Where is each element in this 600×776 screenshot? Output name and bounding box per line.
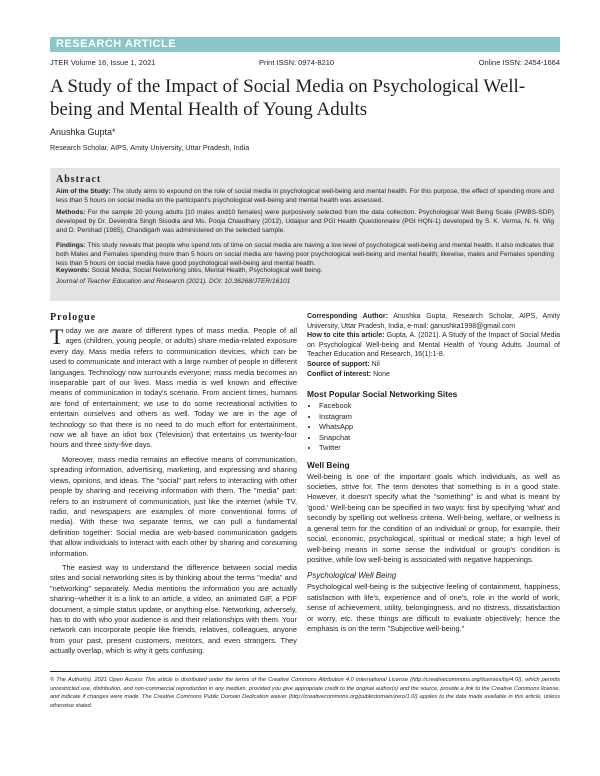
abstract-heading: Abstract (56, 174, 102, 185)
findings-text: This study reveals that people who spend lots of time on social media are having a low level of psychological well-being and mental health. It also indicates that both Males and Females spending more than 5 hours on social media are having poor psychological well-being and mental health; likewise, males and Females spending less than 5 hours on social media have good psychological well-being and mental health. (56, 242, 554, 267)
list-item: • WhatsApp (319, 422, 560, 433)
right-column (307, 312, 560, 634)
license-footer: © The Author(s). 2021 Open Access This article is distributed under the terms of the Creative Commons Attribution 4.0 International License (http://creativecommons.org/licenses/by/4.0/), which permits unrestricted use, distribution, and non-commercial reproduction in any medium, provided you give appropriate credit to the original author(s) and the source, provide a link to the Creative Commons license, and indicate if changes were made. The Creative Commons Public Domain Dedication waiver (http://creativecommons.org/publicdomain/zero/1.0/) applies to the data made available in this article, unless otherwise stated. (50, 677, 560, 709)
methods-label: Methods: (56, 209, 86, 216)
list-item: • Instagram (319, 412, 560, 423)
corr-text: Anushka Gupta, Research Scholar, AIPS, Amity University, Uttar Pradesh, India, e-mail: ganushka1998@gmail.com (307, 313, 560, 330)
footer-divider (50, 671, 560, 672)
popular-sites-list (307, 401, 560, 454)
conflict-label: Conflict of interest: (307, 370, 372, 378)
keywords-label: Keywords: (56, 267, 90, 274)
prologue-paragraph-3: The easiest way to understand the difference between social media sites and social networking sites is by thinking about the terms "media" and "networking" separately. Media mentions the information you are actually sharing--whether it is a link to an article, a video, an animated GIF, a PDF document, a simple status update, or anything else. Networking, adversely, has to do with who your audience is and their relationships with them. Your network can incorporate people like friends, relatives, colleagues, anyone from your past, present customers, mentors, and even strangers. They actually overlap, which is why it gets confusing. (50, 562, 297, 656)
source-of-support (307, 360, 560, 370)
conflict-text: None (373, 370, 390, 378)
list-item: • Snapchat (319, 433, 560, 444)
left-column (50, 312, 297, 657)
corresponding-author (307, 312, 560, 331)
abstract-box (50, 168, 560, 301)
list-item: • Twitter (319, 443, 560, 454)
article-title: A Study of the Impact of Social Media on Psychological Well-being and Mental Health of Young Adults (50, 76, 526, 120)
psych-wellbeing-heading: Psychological Well Being (307, 571, 397, 581)
drop-cap: T (50, 324, 64, 349)
section-banner (50, 37, 560, 52)
prologue-text-1: oday we are aware of different types of mass media. People of all ages (children, young people, or adults) share media-related exposure every day. Mass media refers to communication devices, which can be used to communicate and interact with a large number of people in different languages. Technology now surrounds everyone; mass media becomes an inseparable part of our lives. Mass media is well known and effective means of communication in today's scenario. From ancient times, humans are fond of entertainment; we use to do some recreational activities to entertain ourselves and others as well. Today we are in the age of technology so that there is no need to do much effort for entertainment, now we all have an idiot box (Television) that entertains us twenty-four hours and three sixty-five days. (50, 326, 297, 450)
how-to-cite (307, 331, 560, 360)
aim-label: Aim of the Study: (56, 188, 111, 195)
citation-text: Journal of Teacher Education and Research (2021). DOI: 10.36268/JTER/16101 (56, 278, 291, 285)
psych-wellbeing-paragraph: Psychological well-being is the subjective feeling of containment, happiness, satisfaction with life's, experience and of one's, role in the world of work, sense of achievement, utility, belongingness, and no distress, dissatisfaction or worry, etc. these things are difficult to evaluate objectively; hence the emphasis is on the term "Subjective well-being." (307, 582, 560, 633)
abstract-citation (56, 277, 554, 286)
journal-issue: JTER Volume 16, Issue 1, 2021 (50, 58, 156, 67)
abstract-findings (56, 241, 554, 268)
abstract-aim (56, 187, 554, 205)
prologue-heading: Prologue (50, 312, 97, 323)
support-text: Nil (371, 360, 380, 368)
methods-text: For the sample 20 young adults [10 males and10 females] were purposively selected from the data collection. Psychological Well Being Scale (PWBS-SDP) developed by Dr. Devendra Singh Sisodia and Ms. Pooja Chaudhary (2012), Udaipur and PGI Health Questionnaire (PGI HQN-1) developed by S. K. Verma, N. N. Wig and D. Pershad (1985), Chandigarh was administered on the selected sample. (56, 209, 554, 234)
print-issn: Print ISSN: 0974-8210 (259, 58, 335, 67)
findings-label: Findings: (56, 242, 86, 249)
aim-text: The study aims to expound on the role of social media in psychological well-being and mental health. For this purpose, the effect of spending more and less than 5 hours on social media on the participant's psychological well-being and mental health was assessed. (56, 188, 554, 204)
support-label: Source of support: (307, 360, 370, 368)
abstract-keywords (56, 266, 554, 275)
conflict-of-interest (307, 370, 560, 380)
cite-label: How to cite this article: (307, 332, 385, 340)
author-name: Anushka Gupta* (50, 127, 116, 137)
popular-sites-heading: Most Popular Social Networking Sites (307, 389, 458, 400)
list-item: • Facebook (319, 401, 560, 412)
author-affiliation: Research Scholar, AIPS, Amity University, Uttar Pradesh, India (50, 143, 250, 152)
abstract-methods (56, 208, 554, 235)
corr-label: Corresponding Author: (307, 313, 388, 320)
prologue-paragraph-2: Moreover, mass media remains an effective means of communication, spreading information, advertising, marketing, and expressing and sharing views, opinions, and ideas. The "social" part refers to interacting with other people by sharing and receiving information with them. The "media" part: refers to an instrument of communication, just like the internet (while TV, radio, and newspapers are examples of more conventional forms of media). With these two separate terms, we can pull a fundamental definition together: Social media are web-based communication gadgets that allow individuals to interact with each other by sharing and consuming information. (50, 454, 297, 558)
banner-label: RESEARCH ARTICLE (56, 38, 177, 50)
cite-text: Gupta, A. (2021). A Study of the Impact of Social Media on Psychological Well-being and Mental Health of Young Adults. Journal of Teacher Education and Research, 16(1):1-8. (307, 332, 561, 359)
prologue-paragraph-1 (50, 326, 297, 451)
wellbeing-heading: Well Being (307, 459, 350, 470)
wellbeing-paragraph: Well-being is one of the important goals which individuals, as well as societies, strive for. The term denotes that something is in a good state. However, it doesn't specify what the "something" is and what is meant by 'good.' Well-being can be specified in two ways: first by specifying 'what' and secondly by spelling out wellness criteria. Well-being, welfare, or wellness is a general term for the condition of an individual or group, for example, their social, economic, psychological, spiritual or medical state; a high level of well-being means in some sense the individual or group's condition is positive, while low well-being is associated with negative happenings. (307, 471, 560, 564)
online-issn: Online ISSN: 2454-1664 (478, 58, 560, 67)
keywords-text: Social Media, Social Networking sites, Mental Health, Psychological well being. (91, 267, 323, 274)
